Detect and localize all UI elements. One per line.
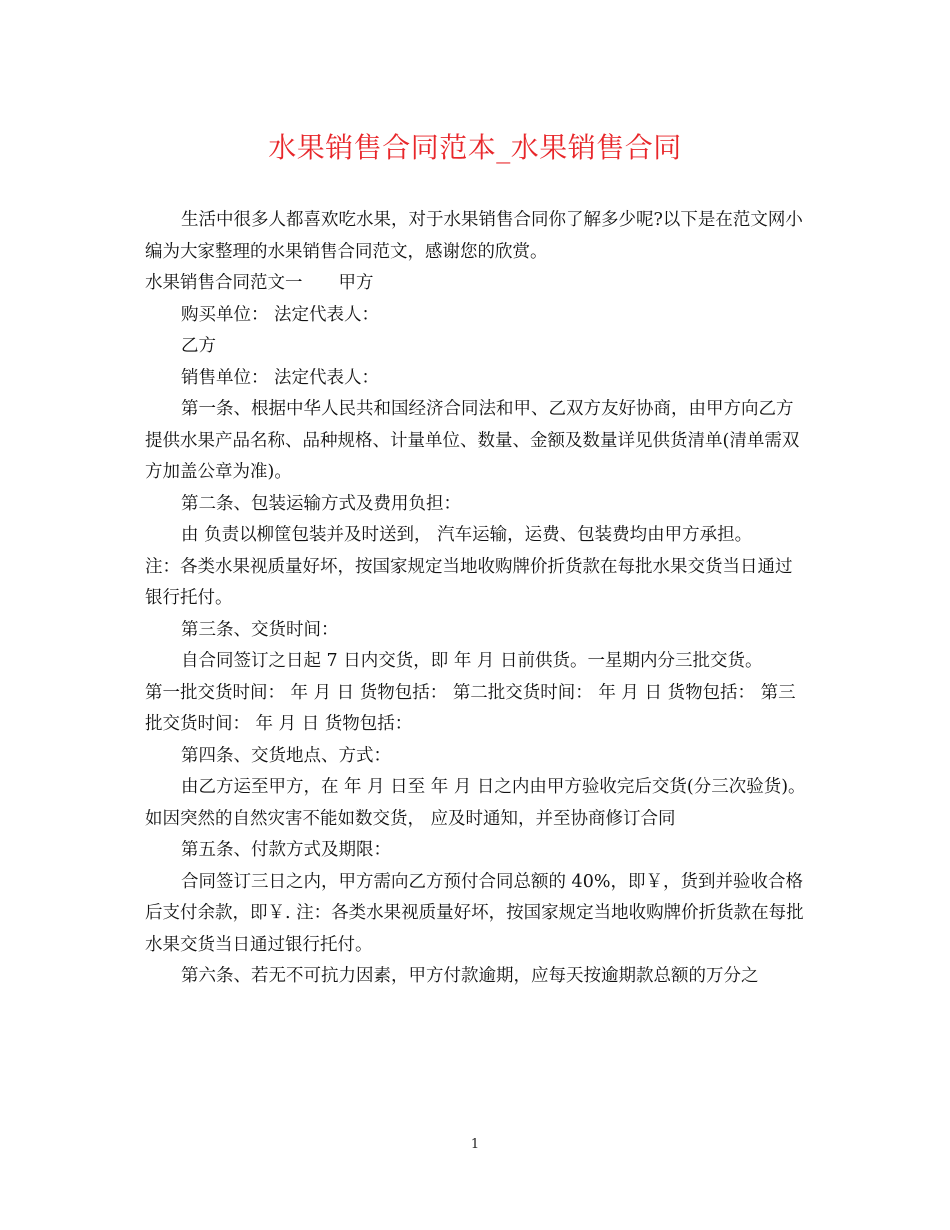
party-b-label: 乙方: [181, 336, 216, 356]
article-4-paragraph: 由乙方运至甲方，在 年 月 日至 年 月 日之内由甲方验收完后交货(分三次验货)。如因突然的自然灾害不能如数交货， 应及时通知，并至协商修订合同: [145, 777, 806, 829]
article-6-paragraph: 第六条、若无不可抗力因素，甲方付款逾期，应每天按逾期款总额的万分之: [181, 966, 759, 986]
document-title: 水果销售合同范本_水果销售合同: [268, 131, 682, 164]
document-body: [145, 205, 807, 993]
article-3-batches: 第一批交货时间： 年 月 日 货物包括： 第二批交货时间： 年 月 日 货物包括： 第三批交货时间： 年 月 日 货物包括：: [145, 682, 796, 734]
article-2-paragraph: 由 负责以柳筐包装并及时送到， 汽车运输，运费、包装费均由甲方承担。: [181, 525, 753, 545]
article-4-heading: 第四条、交货地点、方式：: [181, 745, 391, 766]
article-5-heading: 第五条、付款方式及期限：: [181, 840, 391, 860]
article-2-heading: 第二条、包装运输方式及费用负担：: [181, 493, 461, 514]
buyer-info-line: 购买单位： 法定代表人：: [181, 304, 380, 325]
section-heading: 水果销售合同范文一: [145, 273, 303, 293]
seller-info-line: 销售单位： 法定代表人：: [181, 367, 380, 388]
article-1-paragraph: 第一条、根据中华人民共和国经济合同法和甲、乙双方友好协商，由甲方向乙方提供水果产品名称、品种规格、计量单位、数量、金额及数量详见供货清单(清单需双方加盖公章为准)。: [145, 399, 800, 482]
intro-paragraph: 生活中很多人都喜欢吃水果，对于水果销售合同你了解多少呢?以下是在范文网小编为大家整理的水果销售合同范文，感谢您的欣赏。: [145, 210, 803, 262]
article-5-paragraph: 合同签订三日之内，甲方需向乙方预付合同总额的 40%，即￥，货到并验收合格后支付余款，即￥. 注：各类水果视质量好坏，按国家规定当地收购牌价折货款在每批水果交货当日通过银行托付。: [145, 871, 804, 955]
section-heading-line: [145, 268, 807, 300]
article-2-note: 注：各类水果视质量好坏，按国家规定当地收购牌价折货款在每批水果交货当日通过银行托付。: [145, 556, 793, 608]
party-a-label: 甲方: [338, 273, 374, 293]
article-3-paragraph: 自合同签订之日起 7 日内交货，即 年 月 日前供货。一星期内分三批交货。: [181, 651, 763, 671]
page-number: 1: [470, 1137, 480, 1152]
article-3-heading: 第三条、交货时间：: [181, 619, 339, 640]
